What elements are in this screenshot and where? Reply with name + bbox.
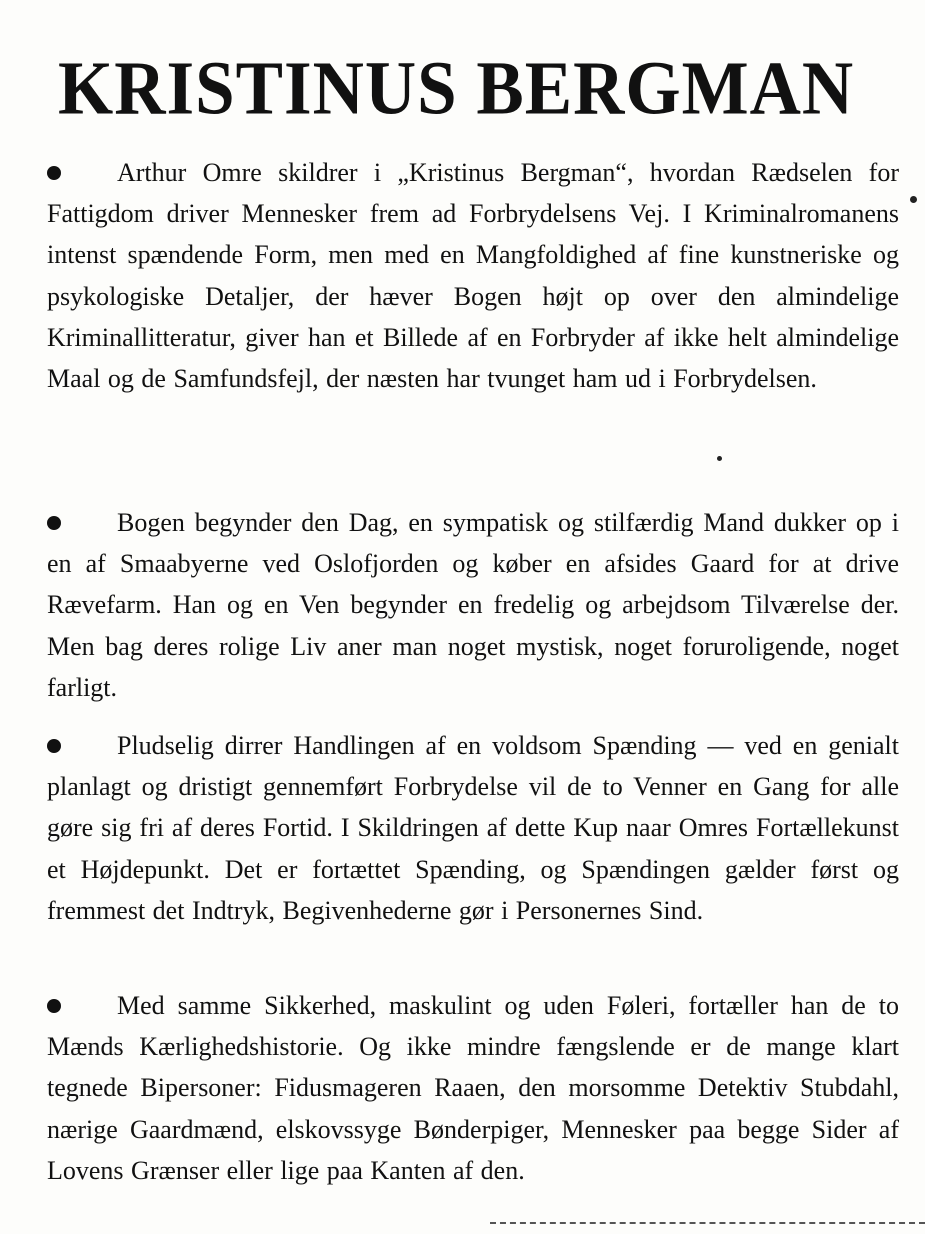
bullet-icon (47, 166, 61, 180)
ink-speck (910, 196, 917, 203)
paragraph-1 (47, 152, 899, 399)
paragraph-text: Bogen begynder den Dag, en sympatisk og stilfærdig Mand dukker op i en af Smaabyerne ved Oslofjorden og køber en afsides Gaard for at drive Rævefarm. Han og en Ven begynder en fredelig og arbejdsom Tilværelse der. Men bag deres rolige Liv aner man noget mystisk, noget foruroligende, noget farligt. (47, 508, 899, 702)
paragraph-2 (47, 502, 899, 708)
paragraph-3 (47, 725, 899, 931)
torn-edge-rule (490, 1222, 925, 1224)
bullet-icon (47, 739, 61, 753)
bullet-icon (47, 516, 61, 530)
ink-speck (717, 456, 722, 461)
paragraph-text: Pludselig dirrer Handlingen af en voldsom Spænding — ved en genialt planlagt og dristigt gennemført Forbrydelse vil de to Venner en Gang for alle gøre sig fri af deres Fortid. I Skildringen af dette Kup naar Omres Fortællekunst et Højdepunkt. Det er fortættet Spænding, og Spændingen gælder først og fremmest det Indtryk, Begivenhederne gør i Personernes Sind. (47, 731, 899, 925)
paragraph-text: Arthur Omre skildrer i „Kristinus Bergman“, hvordan Rædselen for Fattigdom driver Mennesker frem ad Forbrydelsens Vej. I Kriminalromanens intenst spændende Form, men med en Mangfoldighed af fine kunstneriske og psykologiske Detaljer, der hæver Bogen højt op over den almindelige Kriminallitteratur, giver han et Billede af en Forbryder af ikke helt almindelige Maal og de Samfundsfejl, der næsten har tvunget ham ud i Forbrydelsen. (47, 158, 899, 394)
paragraph-text: Med samme Sikkerhed, maskulint og uden Føleri, fortæller han de to Mænds Kærlighedshistorie. Og ikke mindre fængslende er de mange klart tegnede Bipersoner: Fidusmageren Raaen, den morsomme Detektiv Stubdahl, nærige Gaardmænd, elskovssyge Bønderpiger, Mennesker paa begge Sider af Lovens Grænser eller lige paa Kanten af den. (47, 991, 899, 1185)
bullet-icon (47, 999, 61, 1013)
paragraph-4 (47, 985, 899, 1191)
page-title: KRISTINUS BERGMAN (58, 46, 855, 131)
